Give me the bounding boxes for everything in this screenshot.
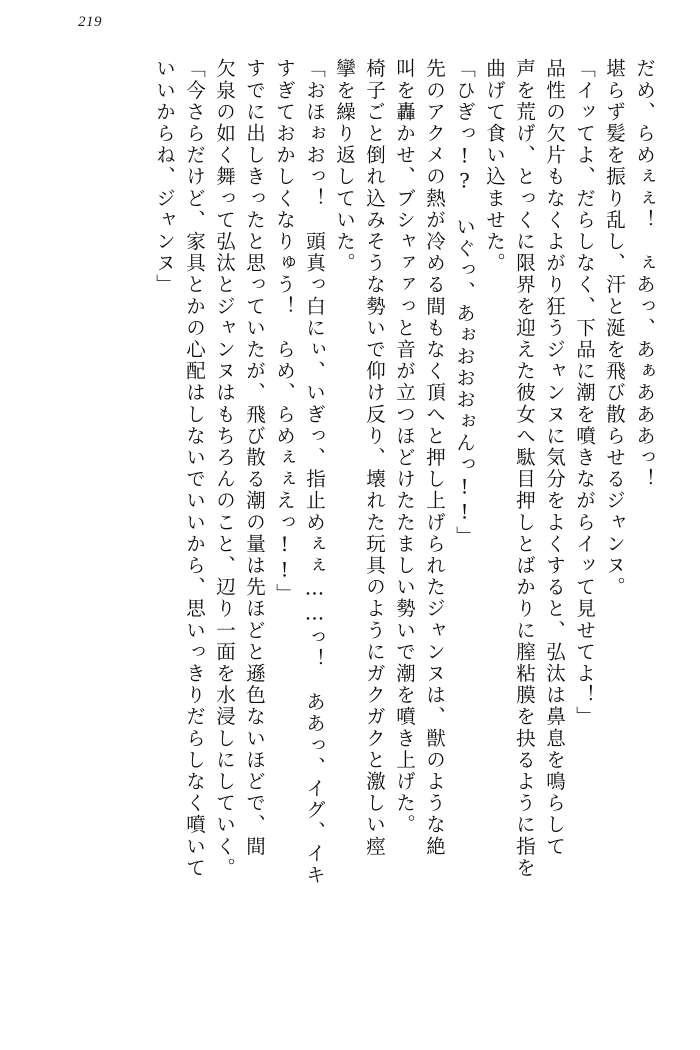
text-line: 欠泉の如く舞って弘汰とジャンヌはもちろんのこと、辺り一面を水浸しにしていく。	[213, 58, 236, 879]
text-line: 叫を轟かせ、ブシャァァっと音が立つほどけたたましい勢いで潮を噴き上げた。	[393, 58, 416, 836]
text-line: 先のアクメの熱が冷める間もなく頂へと押し上げられたジャンヌは、獣のような絶	[423, 58, 446, 858]
text-line: 声を荒げ、とっくに限界を迎えた彼女へ駄目押しとばかりに膣粘膜を抉るように指を	[513, 58, 536, 879]
text-line: 堪らず髪を振り乱し、汗と涎を飛び散らせるジャンヌ。	[603, 58, 626, 598]
vertical-text-body	[52, 58, 654, 1010]
text-line: 「今さらだけど、家具とかの心配はしないでいいから、思いっきりだらしなく噴いて	[183, 58, 206, 879]
text-line: すぎておかしくなりゅう！ らめ、らめぇぇえっ!!」	[273, 58, 296, 605]
page-number: 219	[78, 14, 102, 30]
text-line: 曲げて食い込ませた。	[483, 58, 506, 274]
text-line: 椅子ごと倒れ込みそうな勢いで仰け反り、壊れた玩具のようにガクガクと激しい痙	[363, 58, 386, 858]
text-line: 攣を繰り返していた。	[333, 58, 356, 274]
text-line: 「おほぉおっ！ 頭真っ白にぃ、いぎっ、指止めぇぇ……っ！ ああっ、イグ、イキ	[303, 58, 326, 886]
text-line: だめ、らめぇぇ！ ぇあっ、あぁあああっ！	[633, 58, 656, 490]
text-line: 「ひぎっ!? いぐっ、あぉおおおぉんっ!!」	[453, 58, 476, 548]
text-line: いいからね、ジャンヌ」	[153, 58, 176, 296]
text-line: すでに出しきったと思っていたが、飛び散る潮の量は先ほどと遜色ないほどで、間	[243, 58, 266, 858]
text-line: 「イッてよ、だらしなく、下品に潮を噴きながらイッて見せてよ！」	[573, 58, 596, 728]
text-line: 品性の欠片もなくよがり狂うジャンヌに気分をよくすると、弘汰は鼻息を鳴らして	[543, 58, 566, 858]
